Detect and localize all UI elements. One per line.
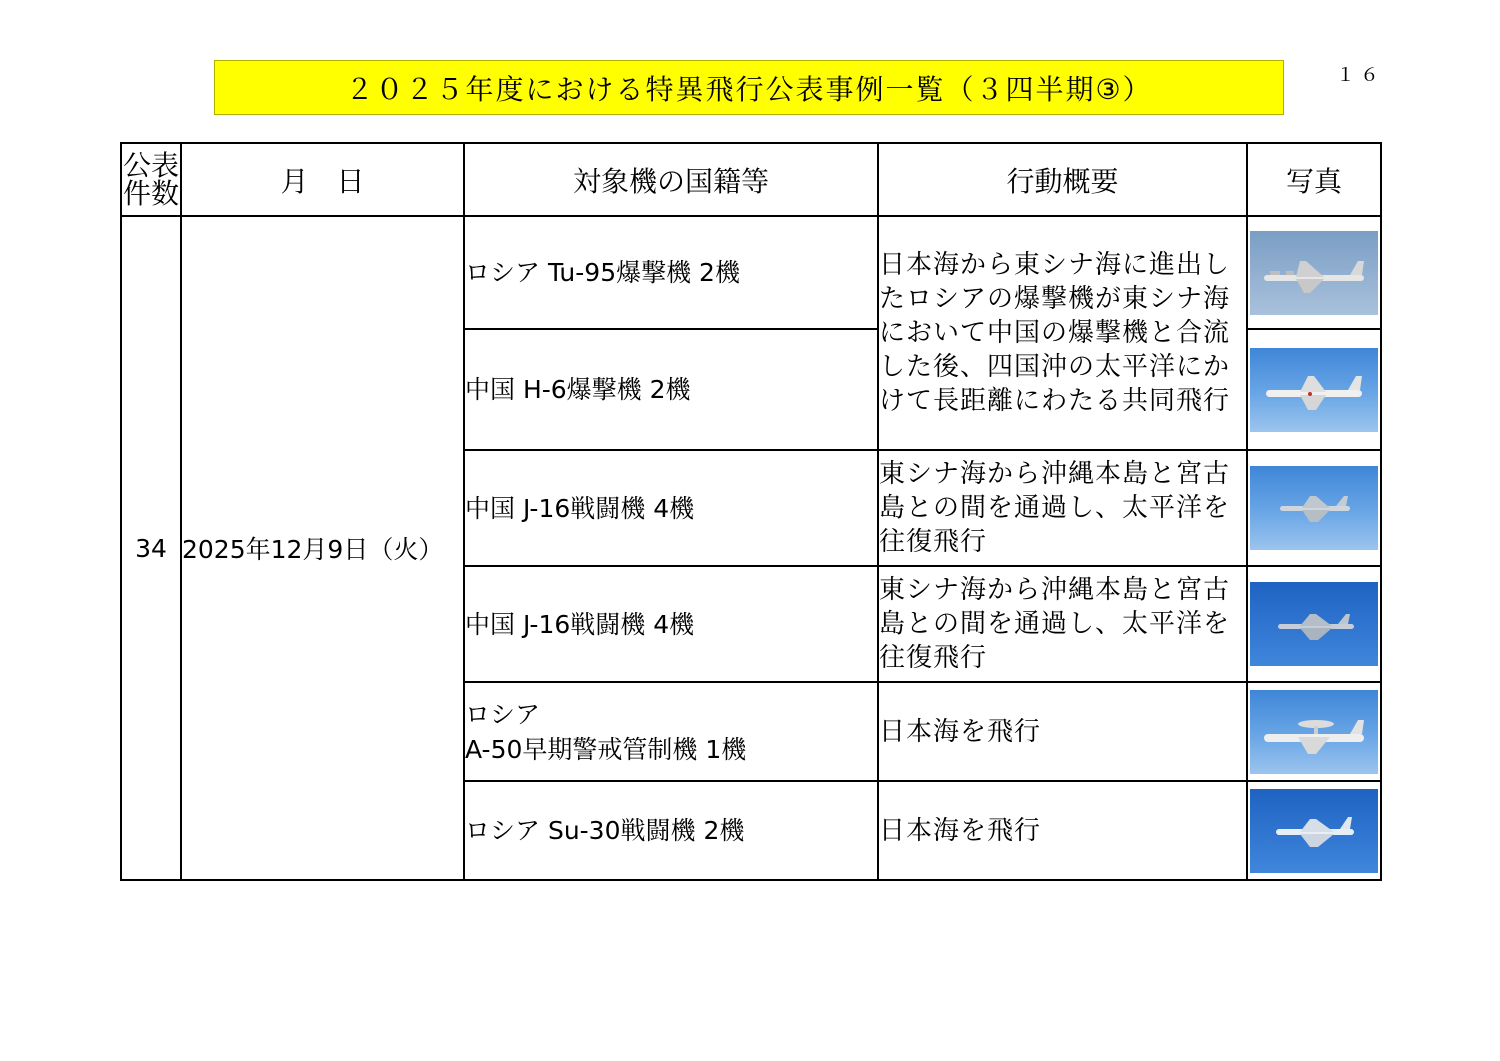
aircraft-cell: ロシア Tu-95爆撃機 2機	[464, 216, 878, 329]
tu95-bomber-photo-icon	[1250, 231, 1378, 315]
photo-cell	[1247, 566, 1381, 682]
header-date: 月 日	[181, 143, 464, 216]
table-row	[121, 216, 1381, 329]
photo-cell	[1247, 781, 1381, 880]
table-header-row	[121, 143, 1381, 216]
photo-cell	[1247, 329, 1381, 450]
aircraft-cell: 中国 J-16戦闘機 4機	[464, 450, 878, 566]
summary-cell: 日本海を飛行	[878, 781, 1247, 880]
summary-cell: 日本海から東シナ海に進出したロシアの爆撃機が東シナ海において中国の爆撃機と合流した後、四国沖の太平洋にかけて長距離にわたる共同飛行	[878, 216, 1247, 450]
j16-fighter-photo-icon	[1250, 582, 1378, 666]
aircraft-line2: A-50早期警戒管制機 1機	[465, 734, 747, 764]
j16-fighter-photo-icon	[1250, 466, 1378, 550]
flight-cases-table	[120, 142, 1382, 881]
summary-cell: 日本海を飛行	[878, 682, 1247, 781]
aircraft-cell: 中国 H-6爆撃機 2機	[464, 329, 878, 450]
aircraft-line1: ロシア	[465, 699, 541, 729]
page-title: ２０２５年度における特異飛行公表事例一覧（３四半期③）	[214, 60, 1284, 115]
header-aircraft: 対象機の国籍等	[464, 143, 878, 216]
su30-fighter-photo-icon	[1250, 789, 1378, 873]
header-count-line2: 件数	[122, 176, 179, 210]
case-date: 2025年12月9日（火）	[181, 216, 464, 880]
header-count-line1: 公表	[122, 148, 179, 182]
photo-cell	[1247, 682, 1381, 781]
header-photo: 写真	[1247, 143, 1381, 216]
h6-bomber-photo-icon	[1250, 348, 1378, 432]
summary-cell: 東シナ海から沖縄本島と宮古島との間を通過し、太平洋を往復飛行	[878, 566, 1247, 682]
photo-cell	[1247, 450, 1381, 566]
aircraft-cell: 中国 J-16戦闘機 4機	[464, 566, 878, 682]
photo-cell	[1247, 216, 1381, 329]
aircraft-cell	[464, 682, 878, 781]
page-number: １６	[1336, 64, 1385, 86]
aircraft-cell: ロシア Su-30戦闘機 2機	[464, 781, 878, 880]
header-case-count	[121, 143, 181, 216]
case-number: 34	[121, 216, 181, 880]
a50-awacs-photo-icon	[1250, 690, 1378, 774]
summary-cell: 東シナ海から沖縄本島と宮古島との間を通過し、太平洋を往復飛行	[878, 450, 1247, 566]
header-summary: 行動概要	[878, 143, 1247, 216]
